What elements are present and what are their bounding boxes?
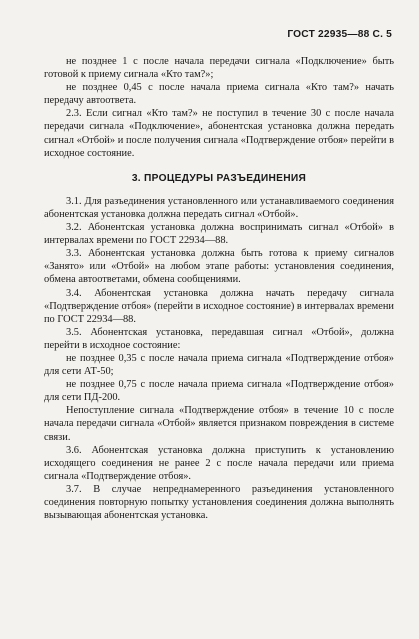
- paragraph: не позднее 0,35 с после начала приема сигнала «Подтверждение отбоя» для сети АТ-50;: [44, 352, 394, 378]
- document-body: [44, 55, 394, 522]
- paragraph-3-7: 3.7. В случае непреднамеренного разъединения установленного соединения повторную попытку установления соединения должна выполнять вызывающая абонентская установка.: [44, 483, 394, 522]
- paragraph-3-3: 3.3. Абонентская установка должна быть готова к приему сигналов «Занято» или «Отбой» на любом этапе работы: установления соединения, обмена автоответами, обмена сообщениями.: [44, 248, 394, 286]
- paragraph-3-1: 3.1. Для разъединения установленного или устанавливаемого соединения абонентская установка должна передать сигнал «Отбой».: [44, 195, 394, 220]
- section-title: 3. ПРОЦЕДУРЫ РАЗЪЕДИНЕНИЯ: [131, 172, 307, 184]
- paragraph: не позднее 1 с после начала передачи сигнала «Подключение» быть готовой к приему сигнала «Кто там?»;: [44, 56, 394, 81]
- paragraph: не позднее 0,75 с после начала приема сигнала «Подтверждение отбоя» для сети ПД-200.: [44, 379, 394, 404]
- paragraph-3-5: 3.5. Абонентская установка, передавшая сигнал «Отбой», должна перейти в исходное состояние:: [44, 326, 394, 351]
- paragraph: не позднее 0,45 с после начала приема сигнала «Кто там?» начать передачу автоответа.: [44, 82, 394, 107]
- paragraph-3-6: 3.6. Абонентская установка должна приступить к установлению исходящего соединения не ранее 2 с после начала передачи или приема сигнала «Подтверждение отбоя».: [44, 444, 394, 482]
- running-header: ГОСТ 22935—88 С. 5: [287, 29, 392, 40]
- paragraph: 2.3. Если сигнал «Кто там?» не поступил в течение 30 с после начала передачи сигнала «Подключение», абонентская установка должна передать сигнал «Отбой» и после получения сигнала «Подтверждение отбоя» перейти в исходное состояние.: [44, 108, 394, 159]
- paragraph-3-2: 3.2. Абонентская установка должна воспринимать сигнал «Отбой» в интервалах времени по ГОСТ 22934—88.: [44, 222, 394, 247]
- paragraph-3-4: 3.4. Абонентская установка должна начать передачу сигнала «Подтверждение отбоя» (перейти в исходное состояние) в интервалах времени по ГОСТ 22934—88.: [44, 287, 394, 325]
- paragraph: Непоступление сигнала «Подтверждение отбоя» в течение 10 с после начала передачи сигнала «Отбой» является признаком повреждения в системе связи.: [44, 405, 394, 443]
